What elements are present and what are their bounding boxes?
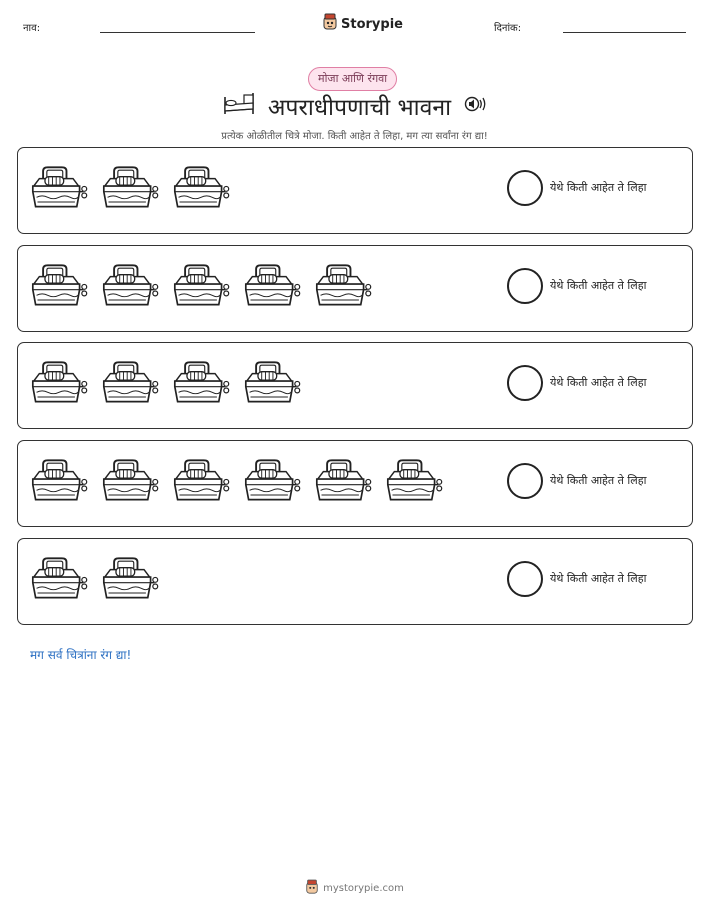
music-box-icon	[172, 256, 230, 314]
answer-circle[interactable]	[507, 170, 543, 206]
music-box-icon	[172, 158, 230, 216]
speaker-icon[interactable]	[463, 95, 487, 117]
brand-logo	[322, 13, 403, 35]
answer-circle[interactable]	[507, 365, 543, 401]
counting-row-1	[17, 147, 693, 234]
footer-site[interactable]: mystorypie.com	[323, 883, 404, 894]
music-box-icon	[172, 451, 230, 509]
bed-icon	[222, 91, 256, 121]
music-box-icon	[243, 451, 301, 509]
answer-label: येथे किती आहेत ते लिहा	[550, 279, 647, 292]
answer-label: येथे किती आहेत ते लिहा	[550, 376, 647, 389]
counting-row-5	[17, 538, 693, 625]
counting-row-2	[17, 245, 693, 332]
music-box-icon	[101, 549, 159, 607]
color-instruction: मग सर्व चित्रांना रंग द्या!	[30, 648, 132, 662]
row-icons	[30, 549, 159, 607]
music-box-icon	[314, 451, 372, 509]
row-icons	[30, 353, 301, 411]
activity-badge-text: मोजा आणि रंगवा	[308, 67, 397, 91]
music-box-icon	[30, 256, 88, 314]
music-box-icon	[30, 451, 88, 509]
date-line[interactable]	[563, 32, 686, 33]
answer-circle[interactable]	[507, 268, 543, 304]
answer-label: येथे किती आहेत ते लिहा	[550, 572, 647, 585]
music-box-icon	[243, 256, 301, 314]
name-line[interactable]	[100, 32, 255, 33]
music-box-icon	[314, 256, 372, 314]
footer	[0, 879, 709, 898]
row-icons	[30, 256, 372, 314]
activity-badge	[308, 67, 397, 91]
music-box-icon	[172, 353, 230, 411]
music-box-icon	[30, 549, 88, 607]
music-box-icon	[101, 451, 159, 509]
name-label: नाव:	[23, 23, 41, 34]
music-box-icon	[101, 158, 159, 216]
music-box-icon	[101, 256, 159, 314]
answer-label: येथे किती आहेत ते लिहा	[550, 474, 647, 487]
row-icons	[30, 158, 230, 216]
row-icons	[30, 451, 443, 509]
counting-row-3	[17, 342, 693, 429]
storypie-mascot-icon	[305, 879, 319, 898]
storypie-mascot-icon	[322, 13, 338, 35]
date-label: दिनांक:	[494, 23, 522, 34]
answer-label: येथे किती आहेत ते लिहा	[550, 181, 647, 194]
answer-circle[interactable]	[507, 463, 543, 499]
music-box-icon	[385, 451, 443, 509]
answer-circle[interactable]	[507, 561, 543, 597]
music-box-icon	[30, 158, 88, 216]
music-box-icon	[243, 353, 301, 411]
brand-name: Storypie	[341, 16, 403, 32]
page-title: अपराधीपणाची भावना	[267, 95, 452, 121]
title-row	[0, 90, 709, 122]
counting-row-4	[17, 440, 693, 527]
instructions: प्रत्येक ओळीतील चित्रे मोजा. किती आहेत ते लिहा, मग त्या सर्वांना रंग द्या!	[221, 131, 488, 142]
music-box-icon	[101, 353, 159, 411]
music-box-icon	[30, 353, 88, 411]
